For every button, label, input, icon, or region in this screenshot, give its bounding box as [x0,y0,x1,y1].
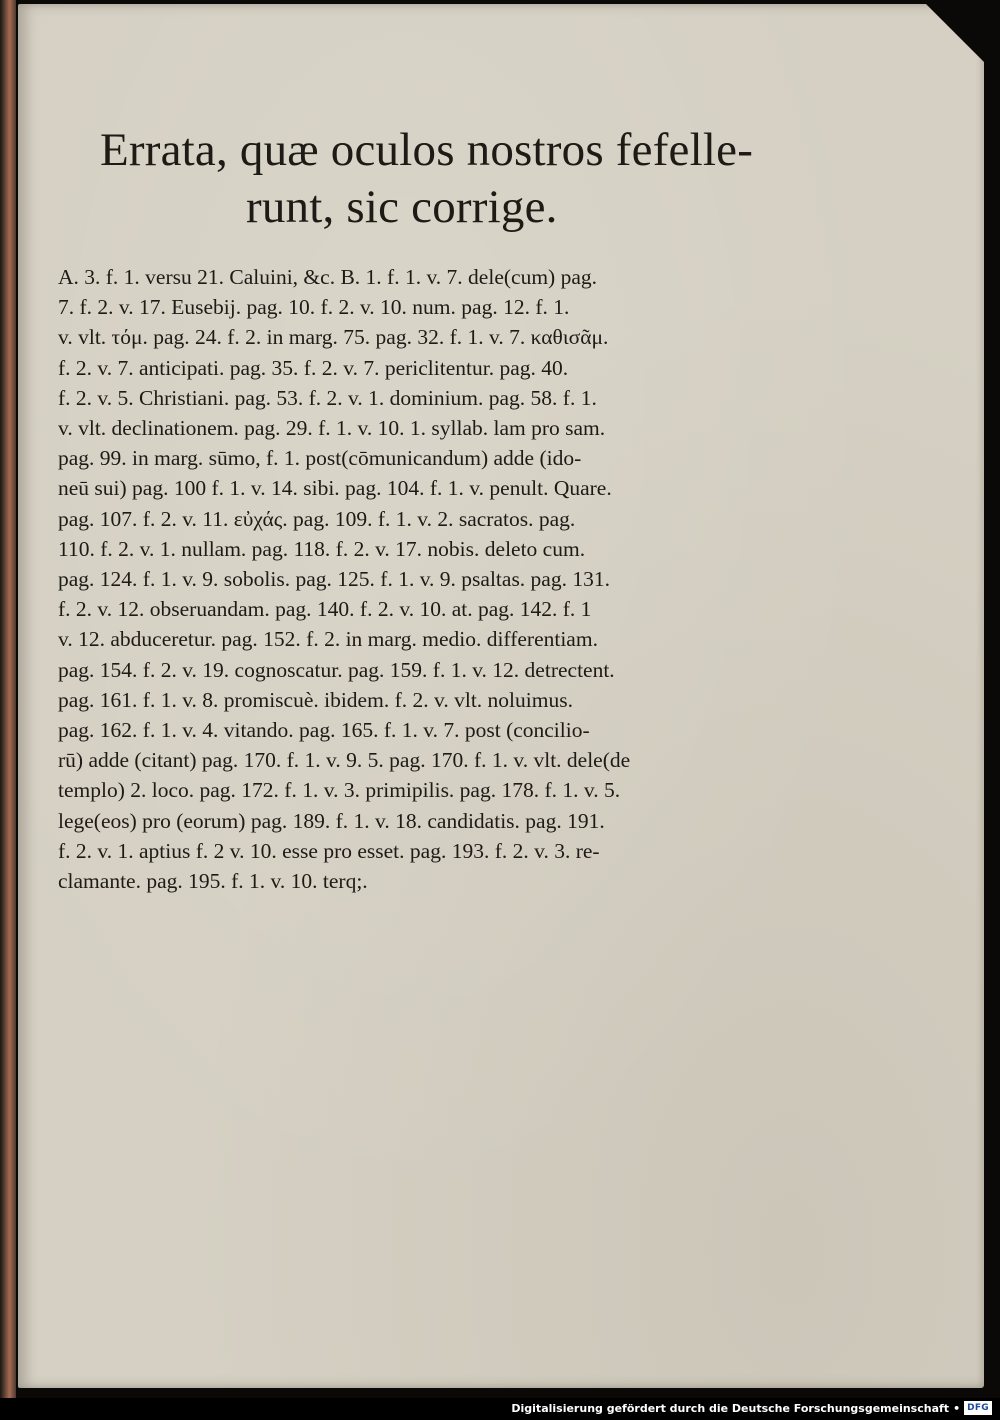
torn-page-corner [926,4,984,62]
errata-line: 110. f. 2. v. 1. nullam. pag. 118. f. 2. v. 17. nobis. deleto cum. [58,536,586,561]
errata-line: f. 2. v. 12. obseruandam. pag. 140. f. 2. v. 10. at. pag. 142. f. 1 [58,597,592,622]
errata-line: f. 2. v. 7. anticipati. pag. 35. f. 2. v. 7. periclitentur. pag. 40. [58,355,569,380]
book-page [18,4,984,1388]
errata-line: 7. f. 2. v. 17. Eusebij. pag. 10. f. 2. v. 10. num. pag. 12. f. 1. [58,295,570,320]
errata-heading-line-2: runt, sic corrige. [246,181,558,233]
errata-heading-line-1: Errata, quæ oculos nostros fefelle- [100,124,754,176]
errata-line: pag. 107. f. 2. v. 11. εὐχάς. pag. 109. f. 1. v. 2. sacratos. pag. [58,506,576,531]
errata-line: v. vlt. declinationem. pag. 29. f. 1. v. 10. 1. syllab. lam pro sam. [58,416,606,441]
funding-credit-text: Digitalisierung gefördert durch die Deutsche Forschungsgemeinschaft [511,1401,950,1415]
errata-line: f. 2. v. 1. aptius f. 2 v. 10. esse pro esset. pag. 193. f. 2. v. 3. re- [58,838,600,863]
errata-heading [96,122,856,236]
errata-line: lege(eos) pro (eorum) pag. 189. f. 1. v. 18. candidatis. pag. 191. [58,808,605,833]
errata-list [58,262,798,896]
book-spine-edge [0,0,16,1398]
errata-line: pag. 162. f. 1. v. 4. vitando. pag. 165. f. 1. v. 7. post (concilio- [58,718,590,743]
footer-separator: • [953,1401,961,1415]
errata-line: pag. 99. in marg. sūmo, f. 1. post(cōmunicandum) adde (ido- [58,446,582,471]
errata-line: clamante. pag. 195. f. 1. v. 10. terq;. [58,869,368,894]
errata-line: templo) 2. loco. pag. 172. f. 1. v. 3. primipilis. pag. 178. f. 1. v. 5. [58,778,621,803]
errata-line: v. 12. abduceretur. pag. 152. f. 2. in marg. medio. differentiam. [58,627,598,652]
errata-line: rū) adde (citant) pag. 170. f. 1. v. 9. 5. pag. 170. f. 1. v. vlt. dele(de [58,748,631,773]
errata-line: v. vlt. τόμ. pag. 24. f. 2. in marg. 75. pag. 32. f. 1. v. 7. καθισᾶμ. [58,325,609,350]
errata-line: neū sui) pag. 100 f. 1. v. 14. sibi. pag. 104. f. 1. v. penult. Quare. [58,476,612,501]
errata-line: pag. 161. f. 1. v. 8. promiscuè. ibidem. f. 2. v. vlt. noluimus. [58,687,573,712]
errata-line: pag. 154. f. 2. v. 19. cognoscatur. pag. 159. f. 1. v. 12. detrectent. [58,657,615,682]
funding-footer [511,1399,992,1417]
errata-line: f. 2. v. 5. Christiani. pag. 53. f. 2. v. 1. dominium. pag. 58. f. 1. [58,385,597,410]
dfg-logo: DFG [964,1401,992,1415]
errata-line: pag. 124. f. 1. v. 9. sobolis. pag. 125. f. 1. v. 9. psaltas. pag. 131. [58,567,610,592]
errata-line: A. 3. f. 1. versu 21. Caluini, &c. B. 1. f. 1. v. 7. dele(cum) pag. [58,265,597,289]
